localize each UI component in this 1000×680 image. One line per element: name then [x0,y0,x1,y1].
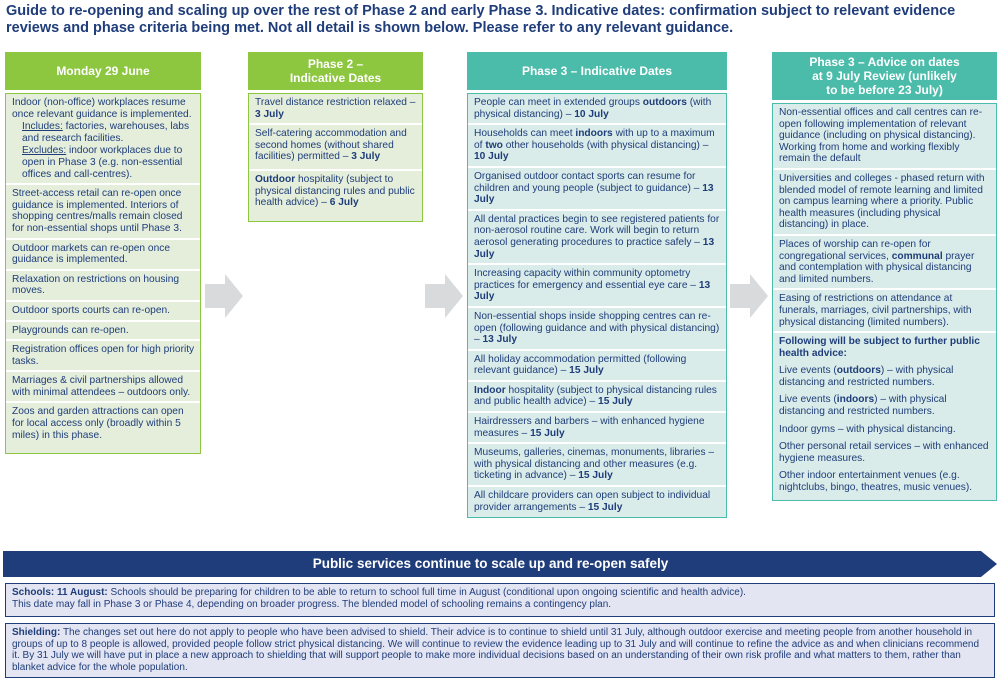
list-item: Places of worship can re-open for congregational services, communal prayer and contemplation with physical distancing and limited numbers. [773,236,996,290]
further-item: Other indoor entertainment venues (e.g. nightclubs, bingo, theatres, music venues). [779,470,973,494]
arrow-right-icon [730,274,768,318]
column-cells [467,93,727,518]
column-cells [248,93,423,222]
list-item: Universities and colleges - phased return with blended model of remote learning and limited on campus learning where a priority. Public health measures (including physical distancing) in place. [773,170,996,236]
list-item: People can meet in extended groups outdoors (with physical distancing) – 10 July [468,94,726,125]
further-item: Live events (outdoors) – with physical distancing and restricted numbers. [779,365,954,388]
list-item: Relaxation on restrictions on housing moves. [6,271,200,302]
further-item: Indoor gyms – with physical distancing. [779,423,956,435]
column-cells [5,93,201,454]
list-item: Non-essential shops inside shopping centres can re-open (following guidance and with physical distancing) – 13 July [468,308,726,351]
header-line: to be before 23 July) [826,83,943,97]
list-item: Museums, galleries, cinemas, monuments, libraries – with physical distancing and other measures (e.g. ticketing in advance) – 15 July [468,444,726,487]
list-item: Street-access retail can re-open once guidance is implemented. Interiors of shopping centres/malls remain closed for non-essential shops until Phase 3. [6,185,200,239]
column-header: Monday 29 June [5,52,201,90]
list-item: Outdoor hospitality (subject to physical distancing rules and public health advice) – 6 July [255,173,415,209]
list-item: Increasing capacity within community optometry practices for emergency and essential eye care – 13 July [468,265,726,308]
header-line: Phase 3 – Advice on dates [809,55,960,69]
cell-text: Indoor (non-office) workplaces resume once relevant guidance is implemented. [12,97,192,120]
column-monday-29-june [5,52,201,454]
list-item: All dental practices begin to see registered patients for non-aerosol routine care. Work will begin to return aerosol generating procedures to practice safely – 13 July [468,211,726,265]
header-line: Indicative Dates [289,71,382,85]
column-header [248,52,423,90]
list-item: Zoos and garden attractions can open for local access only (broadly within 5 miles) in this phase. [12,406,184,441]
column-phase-3-advice [772,52,997,501]
list-item: Indoor hospitality (subject to physical distancing rules and public health advice) – 15 July [468,382,726,413]
list-item: Playgrounds can re-open. [6,322,200,342]
list-item: Marriages & civil partnerships allowed with minimal attendees – outdoors only. [6,372,200,403]
header-line: at 9 July Review (unlikely [812,69,957,83]
column-cells [772,103,997,501]
further-item: Live events (indoors) – with physical distancing and restricted numbers. [779,394,947,418]
list-item: Households can meet indoors with up to a maximum of two other households (with physical distancing) – 10 July [468,125,726,168]
list-item: All holiday accommodation permitted (following relevant guidance) – 15 July [468,351,726,382]
includes-note: Includes: factories, warehouses, labs and research facilities. [22,121,190,144]
excludes-note: Excludes: indoor workplaces due to open in Phase 3 (e.g. non-essential offices and call-centres). [22,145,183,180]
list-item: Organised outdoor contact sports can resume for children and young people (subject to guidance) – 13 July [468,168,726,211]
arrow-right-icon [425,274,463,318]
column-header: Phase 3 – Indicative Dates [467,52,727,90]
list-item: Outdoor markets can re-open once guidance is implemented. [6,240,200,271]
public-services-banner [3,551,997,577]
banner-text: Public services continue to scale up and re-open safely [312,556,669,571]
list-item: Registration offices open for high priority tasks. [6,341,200,372]
list-item: Outdoor sports courts can re-open. [6,302,200,322]
page-title: Guide to re-opening and scaling up over the rest of Phase 2 and early Phase 3. Indicative dates: confirmation subject to relevant evidence reviews and phase criteria being met. Not all detail is shown below. Please refer to any relevant guidance. [6,3,956,36]
header-line: Phase 2 – [307,57,364,71]
list-item: Easing of restrictions on attendance at funerals, marriages, civil partnerships, with physical distancing (limited numbers). [773,290,996,333]
list-item: Hairdressers and barbers – with enhanced hygiene measures – 15 July [468,413,726,444]
further-advice-heading: Following will be subject to further public health advice: [779,336,980,359]
list-item [773,333,996,500]
list-item [6,94,200,185]
list-item: Non-essential offices and call centres can re-open following implementation of relevant guidance (including on physical distancing). Working from home and working flexibly remain the default [773,104,996,170]
list-item: All childcare providers can open subject to individual provider arrangements – 15 July [474,490,711,513]
list-item: Self-catering accommodation and second homes (without shared facilities) permitted – 3 July [249,125,422,171]
column-header [772,52,997,100]
arrow-right-icon [205,274,243,318]
column-phase-2 [248,52,423,222]
shielding-note: Shielding: The changes set out here do not apply to people who have been advised to shield. Their advice is to continue to shield until 31 July, although outdoor exercise and meeting people from another household in groups of up to 8 people is allowed, provided people follow strict physical distancing. We will continue to review the evidence leading up to 31 July and will continue to refine the advice as and when clinicians recommend it. By 31 July we will have put in place a new approach to shielding that will support people to make more individual decisions based on an understanding of their own risk profile and what matters to them, rather than blanket advice for the whole population. [5,623,995,678]
further-item: Other personal retail services – with enhanced hygiene measures. [779,441,989,464]
column-phase-3-indicative [467,52,727,518]
list-item: Travel distance restriction relaxed – 3 July [249,94,422,125]
schools-note: Schools: 11 August: Schools should be preparing for children to be able to return to school full time in August (conditional upon ongoing scientific and health advice). This date may fall in Phase 3 or Phase 4, depending on broader progress. The blended model of schooling remains a contingency plan. [5,583,995,617]
